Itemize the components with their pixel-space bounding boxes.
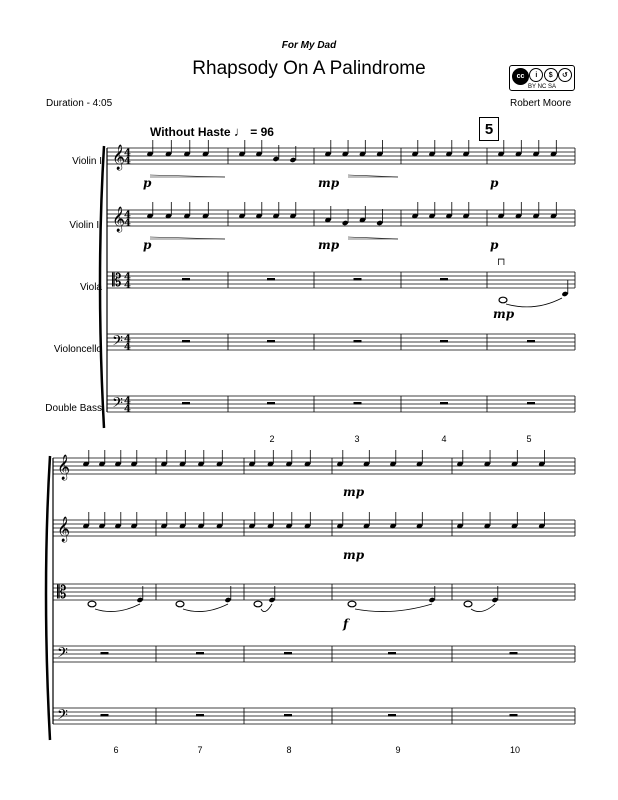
time-signature-top: 4	[124, 334, 131, 345]
measure-number: 7	[197, 745, 203, 755]
half-note	[176, 601, 184, 607]
dynamic-marking: mp	[493, 307, 515, 321]
time-signature-top: 4	[124, 148, 131, 159]
dynamic-marking: p	[143, 238, 152, 252]
whole-rest	[182, 340, 190, 343]
whole-rest	[354, 278, 362, 281]
bass-clef-icon: 𝄢	[112, 395, 123, 415]
creative-commons-icon: cc	[512, 68, 529, 85]
bass-clef-icon: 𝄢	[57, 707, 68, 727]
label-viola: Viola	[79, 282, 102, 293]
license-text: BY NC SA	[528, 84, 556, 90]
whole-rest	[510, 652, 518, 655]
half-note	[88, 601, 96, 607]
dynamic-marking: p	[490, 238, 499, 252]
slur	[95, 604, 140, 612]
slur	[183, 604, 228, 612]
whole-rest	[284, 652, 292, 655]
whole-rest	[527, 402, 535, 405]
label-violin-1: Violin I	[72, 156, 102, 167]
tempo-text: Without Haste	[150, 125, 231, 139]
slur	[506, 298, 562, 307]
half-note	[464, 601, 472, 607]
whole-rest	[267, 402, 275, 405]
dynamic-marking: mp	[343, 485, 365, 499]
measure-number: 6	[113, 745, 119, 755]
duration: Duration - 4:05	[46, 98, 113, 109]
whole-rest	[182, 402, 190, 405]
tempo-value: = 96	[250, 125, 274, 139]
half-note	[348, 601, 356, 607]
alto-clef-icon: 𝄡	[112, 271, 122, 291]
alto-clef-icon: 𝄡	[57, 583, 67, 603]
whole-rest	[440, 402, 448, 405]
whole-rest	[510, 714, 518, 717]
time-signature-top: 4	[124, 210, 131, 221]
down-bow-icon: ⊓	[497, 257, 506, 268]
bass-clef-icon: 𝄢	[57, 645, 68, 665]
whole-rest	[440, 278, 448, 281]
whole-rest	[267, 278, 275, 281]
label-violin-2: Violin II	[69, 220, 102, 231]
half-note	[254, 601, 262, 607]
sharealike-icon: ↺	[558, 68, 572, 82]
treble-clef-icon: 𝄞	[112, 145, 126, 170]
whole-rest	[196, 714, 204, 717]
measure-number: 4	[441, 434, 447, 444]
dynamic-marking: p	[143, 176, 152, 190]
treble-clef-icon: 𝄞	[57, 517, 71, 542]
dynamic-marking: mp	[318, 238, 340, 252]
whole-rest	[101, 714, 109, 717]
dynamic-marking: mp	[318, 176, 340, 190]
rehearsal-mark: 5	[479, 117, 499, 141]
piece-title: Rhapsody On A Palindrome	[192, 58, 426, 79]
time-signature-bottom: 4	[124, 218, 131, 229]
whole-rest	[284, 714, 292, 717]
half-note	[499, 297, 507, 303]
dynamic-marking: mp	[343, 548, 365, 562]
dynamic-marking: f	[343, 617, 349, 631]
slur	[471, 604, 495, 612]
measure-number: 2	[269, 434, 275, 444]
attribution-icon: i	[529, 68, 543, 82]
label-double-bass: Double Bass	[45, 403, 102, 414]
measure-number: 5	[526, 434, 532, 444]
bass-clef-icon: 𝄢	[112, 333, 123, 353]
time-signature-bottom: 4	[124, 404, 131, 415]
whole-rest	[196, 652, 204, 655]
time-signature-bottom: 4	[124, 342, 131, 353]
whole-rest	[182, 278, 190, 281]
time-signature-top: 4	[124, 272, 131, 283]
measure-number: 3	[354, 434, 360, 444]
time-signature-top: 4	[124, 396, 131, 407]
whole-rest	[354, 402, 362, 405]
whole-rest	[267, 340, 275, 343]
slur	[261, 604, 272, 612]
measure-number: 8	[286, 745, 292, 755]
quarter-note-icon: ♩	[233, 124, 247, 139]
treble-clef-icon: 𝄞	[57, 455, 71, 480]
whole-rest	[388, 652, 396, 655]
whole-rest	[354, 340, 362, 343]
slur	[355, 604, 432, 612]
dynamic-marking: p	[490, 176, 499, 190]
time-signature-bottom: 4	[124, 280, 131, 291]
whole-rest	[527, 340, 535, 343]
treble-clef-icon: 𝄞	[112, 207, 126, 232]
noncommercial-icon: $	[544, 68, 558, 82]
whole-rest	[101, 652, 109, 655]
whole-rest	[440, 340, 448, 343]
measure-number: 9	[395, 745, 401, 755]
label-violoncello: Violoncello	[53, 344, 102, 355]
system-bracket	[100, 146, 104, 428]
time-signature-bottom: 4	[124, 156, 131, 167]
composer: Robert Moore	[510, 98, 572, 109]
measure-number: 10	[509, 745, 520, 755]
dedication: For My Dad	[281, 40, 337, 51]
whole-rest	[388, 714, 396, 717]
system-bracket	[46, 456, 50, 740]
